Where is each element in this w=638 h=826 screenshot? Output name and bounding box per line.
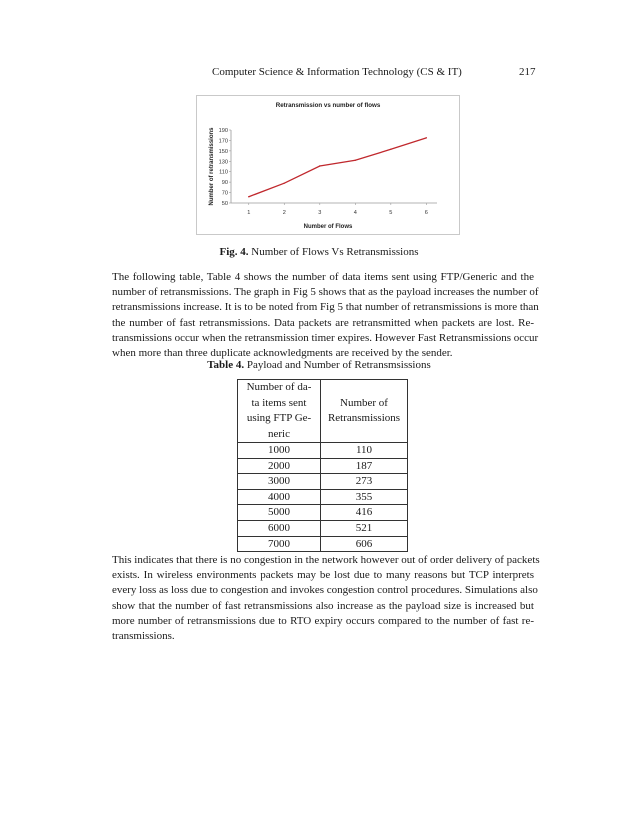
table-caption-label: Table 4. [207, 359, 245, 371]
table-cell: 606 [321, 536, 408, 552]
header-line: Retransmissions [327, 412, 401, 424]
figure-caption-label: Fig. 4. [219, 246, 249, 258]
paragraph-line: transmissions occur when the retransmission timer expires. However Fast Retransmissions occur [112, 331, 539, 344]
paragraph-line: more number of retransmissions due to RTO expiry occurs compared to the number of fast re- [112, 614, 534, 627]
header-line: Number of [340, 396, 388, 409]
table-cell: 6000 [238, 520, 321, 536]
table-cell: 355 [321, 489, 408, 505]
table-caption [0, 359, 638, 371]
data-point [284, 182, 285, 183]
table-cell: 1000 [238, 443, 321, 459]
paragraph-line: when more than three duplicate acknowledgments are received by the sender. [112, 347, 453, 360]
header-line: neric [268, 427, 290, 440]
table-row [238, 489, 408, 505]
paragraph-line: retransmissions increase. It is to be noted from Fig 5 that number of retransmissions is more than [112, 301, 539, 314]
table-row [238, 520, 408, 536]
table-cell: 4000 [238, 489, 321, 505]
y-tick-label: 130 [218, 159, 228, 166]
y-tick-label: 150 [218, 148, 228, 155]
table-cell: 187 [321, 458, 408, 474]
table-caption-text: Payload and Number of Retransmsissions [244, 359, 431, 371]
table-row [238, 474, 408, 490]
table-cell: 3000 [238, 474, 321, 490]
x-tick-label: 5 [389, 210, 393, 216]
paragraph-1 [112, 270, 539, 361]
paragraph-2 [112, 553, 540, 644]
paragraph-line: number of retransmissions. The graph in Fig 5 shows that as the payload increases the number of [112, 286, 539, 299]
data-point [319, 165, 320, 166]
table-row [238, 443, 408, 459]
line-chart [197, 96, 459, 234]
x-tick-label: 1 [247, 210, 251, 216]
column-header-data-items [238, 380, 321, 443]
header-line: ta items sent [251, 396, 307, 409]
data-point [355, 160, 356, 161]
table-header-row [238, 380, 408, 443]
paragraph-line: This indicates that there is no congestion in the network however out of order delivery of packets [112, 554, 540, 566]
x-tick-label: 4 [353, 210, 357, 216]
table-row [238, 505, 408, 521]
series-line [249, 138, 427, 197]
table-cell: 2000 [238, 458, 321, 474]
data-point [426, 137, 427, 138]
header-line: using FTP Ge- [246, 412, 312, 424]
paragraph-line: every loss as loss due to congestion and invokes congestion control procedures. Simulations also [112, 584, 538, 597]
table-cell: 273 [321, 474, 408, 490]
paragraph-line: show that the number of fast retransmissions also increase as the payload size is increased but [112, 599, 534, 612]
y-tick-label: 170 [218, 138, 228, 145]
x-tick-label: 6 [424, 210, 428, 216]
paragraph-line: the number of fast retransmissions. Data packets are retransmitted when packets are lost. Re- [112, 316, 534, 329]
table-row [238, 536, 408, 552]
table-cell: 521 [321, 520, 408, 536]
y-tick-label: 50 [221, 201, 228, 207]
page-number: 217 [519, 66, 536, 78]
data-table [237, 379, 408, 552]
paragraph-line: transmissions. [112, 630, 175, 643]
table-cell: 110 [321, 443, 408, 459]
chart-title: Retransmission vs number of flows [275, 102, 381, 109]
x-tick-label: 3 [318, 210, 322, 216]
data-point [248, 196, 249, 197]
y-tick-label: 90 [221, 180, 228, 187]
y-axis-label: Number of retransmissions [209, 127, 215, 206]
page-header [0, 66, 638, 82]
column-header-retransmissions [321, 380, 408, 443]
header-line: Number of da- [246, 381, 312, 393]
x-axis-label: Number of Flows [303, 224, 353, 230]
table-row [238, 458, 408, 474]
paragraph-line: The following table, Table 4 shows the number of data items sent using FTP/Generic and the [112, 271, 534, 283]
table-cell: 7000 [238, 536, 321, 552]
figure-caption-text: Number of Flows Vs Retransmissions [248, 246, 419, 258]
paragraph-line: exists. In wireless environments packets may be lost due to many reasons but TCP interprets [112, 569, 534, 582]
table-cell: 416 [321, 505, 408, 521]
y-tick-label: 70 [221, 190, 228, 197]
y-tick-label: 190 [218, 128, 228, 134]
y-tick-label: 110 [219, 169, 228, 176]
x-tick-label: 2 [282, 210, 286, 216]
figure-caption [0, 246, 638, 258]
table-cell: 5000 [238, 505, 321, 521]
running-title: Computer Science & Information Technology (CS & IT) [212, 66, 462, 78]
figure-chart [196, 95, 460, 235]
data-point [390, 149, 391, 150]
